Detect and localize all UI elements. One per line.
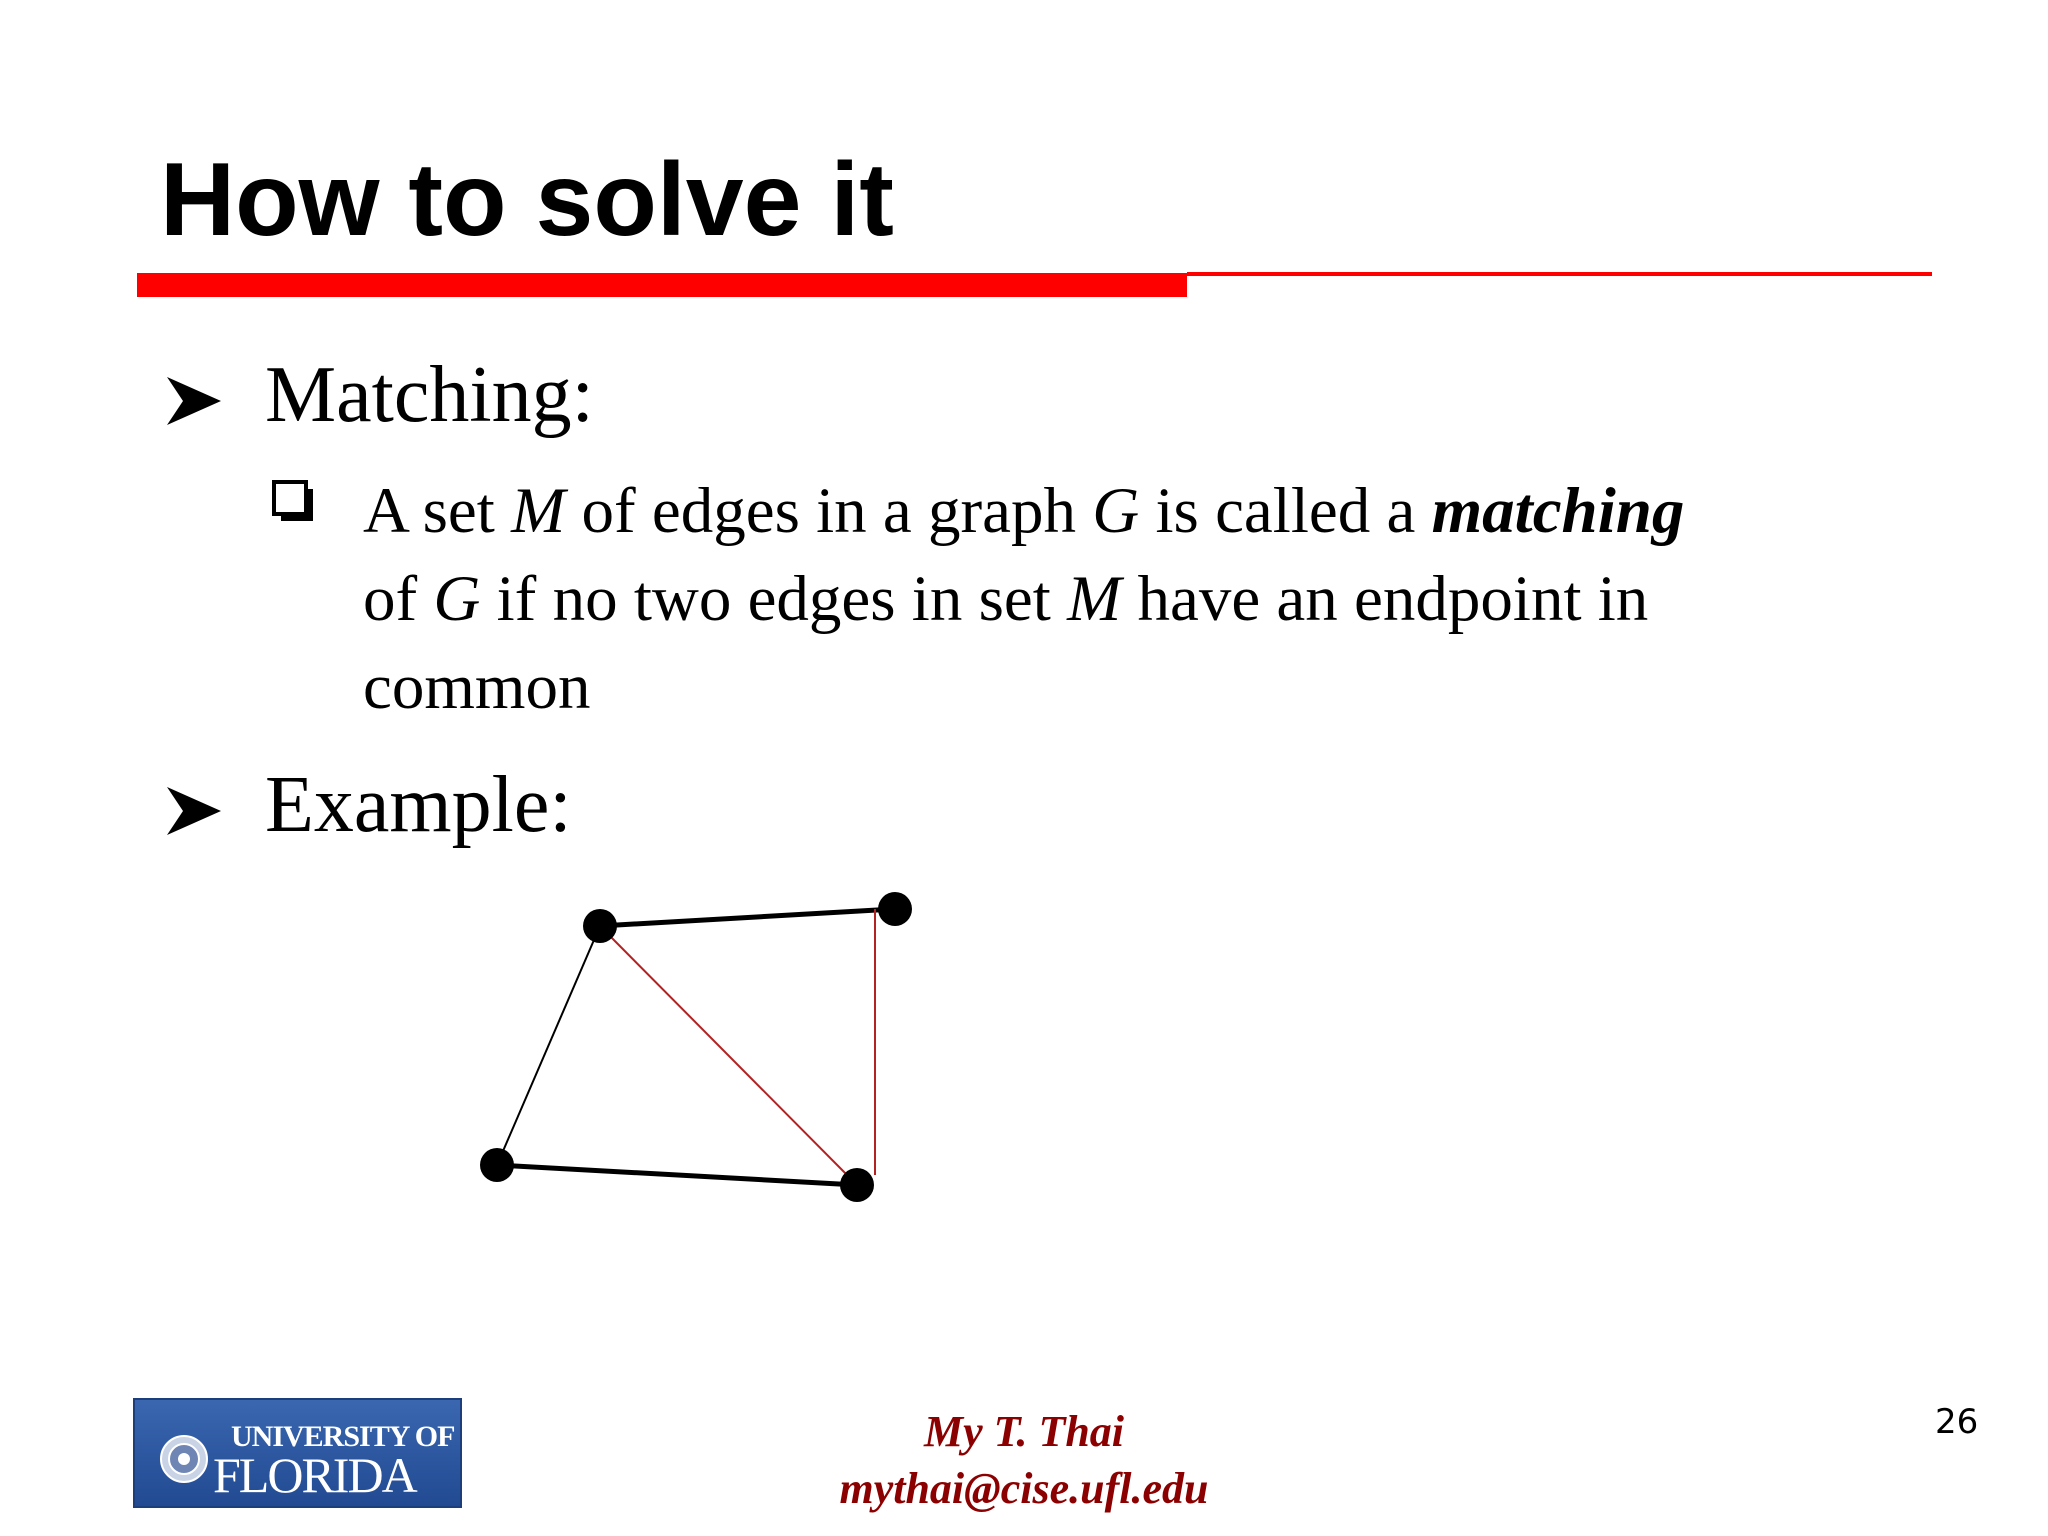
- graph-edge-matching: [600, 909, 895, 926]
- term-matching: matching: [1431, 475, 1685, 547]
- definition-line-1: A set M of edges in a graph G is called a matching: [363, 475, 1685, 547]
- title-underline-thick: [137, 273, 1187, 297]
- graph-edge-matching: [497, 1165, 857, 1185]
- graph-node: [583, 909, 617, 943]
- arrow-bullet-icon: [165, 783, 223, 839]
- variable-g: G: [1092, 475, 1140, 547]
- definition-line-2: of G if no two edges in set M have an endpoint in: [363, 563, 1649, 635]
- slide-title: How to solve it: [160, 142, 894, 258]
- footer-email: mythai@cise.ufl.edu: [839, 1464, 1209, 1513]
- graph-edge: [497, 926, 600, 1165]
- university-logo: [133, 1398, 462, 1508]
- bullet-label: Example:: [265, 761, 572, 849]
- variable-g: G: [433, 563, 481, 635]
- variable-m: M: [1067, 563, 1122, 635]
- checkbox-bullet-icon: [271, 479, 315, 523]
- bullet-label: Matching:: [265, 351, 594, 439]
- example-graph: [470, 880, 930, 1220]
- variable-m: M: [511, 475, 566, 547]
- arrow-bullet-icon: [165, 373, 223, 429]
- graph-node: [878, 892, 912, 926]
- page-number: 26: [1935, 1402, 1979, 1442]
- logo-line-1: UNIVERSITY OF: [231, 1420, 455, 1453]
- university-seal-icon: [159, 1434, 209, 1484]
- logo-line-2: FLORIDA: [213, 1447, 416, 1503]
- graph-node: [480, 1148, 514, 1182]
- definition-line-3: common: [363, 651, 591, 723]
- matching-definition: [363, 467, 1923, 731]
- graph-node: [840, 1168, 874, 1202]
- graph-edge-red: [600, 926, 857, 1185]
- title-underline-thin: [1187, 272, 1932, 276]
- footer-author: My T. Thai: [923, 1407, 1125, 1456]
